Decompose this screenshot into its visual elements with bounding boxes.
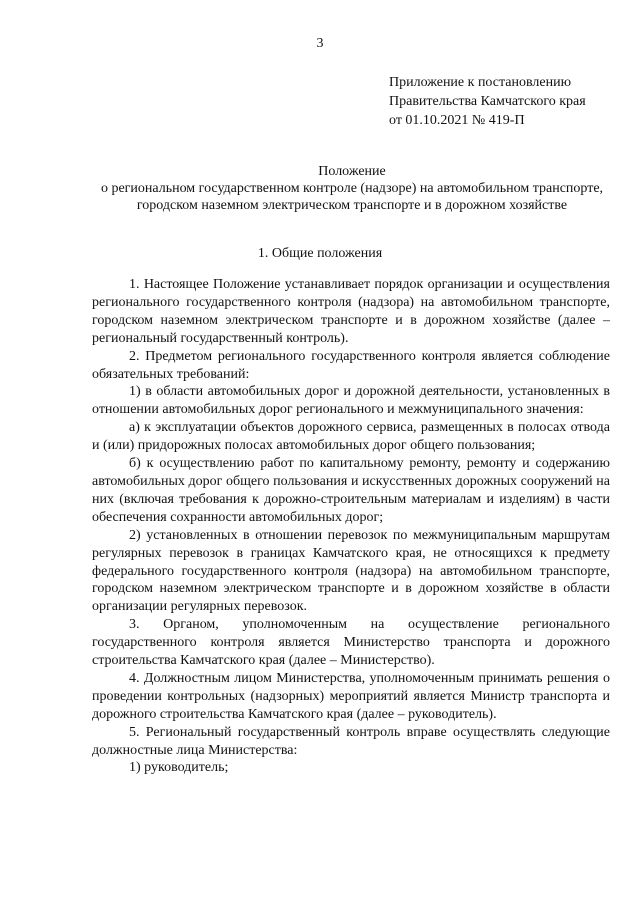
document-title bbox=[92, 163, 612, 214]
paragraph: а) к эксплуатации объектов дорожного сервиса, размещенных в полосах отвода и (или) придорожных полосах автомобильных дорог общего пользования; bbox=[92, 420, 610, 454]
page-number: 3 bbox=[316, 36, 324, 51]
appendix-line: Приложение к постановлению bbox=[389, 75, 572, 90]
section-heading: 1. Общие положения bbox=[257, 246, 383, 261]
paragraph: 2. Предметом регионального государственного контроля является соблюдение обязательных требований: bbox=[92, 348, 610, 382]
paragraph: 1) в области автомобильных дорог и дорожной деятельности, установленных в отношении автомобильных дорог регионального и межмуниципального значения: bbox=[92, 384, 610, 418]
paragraph: 1. Настоящее Положение устанавливает порядок организации и осуществления регионального государственного контроля (надзора) на автомобильном транспорте, городском наземном электрическом транспорте и в дорожном хозяйстве (далее – региональный государственный контроль). bbox=[92, 277, 610, 346]
appendix-line: от 01.10.2021 № 419-П bbox=[389, 113, 525, 128]
paragraph: 5. Региональный государственный контроль вправе осуществлять следующие должностные лица Министерства: bbox=[92, 724, 610, 758]
title-line: Положение bbox=[318, 164, 386, 179]
appendix-header bbox=[389, 73, 629, 130]
paragraph: 4. Должностным лицом Министерства, уполномоченным принимать решения о проведении контрольных (надзорных) мероприятий является Министр транспорта и дорожного строительства Камчатского края (далее – руководитель). bbox=[92, 670, 610, 722]
paragraph: б) к осуществлению работ по капитальному ремонту, ремонту и содержанию автомобильных дорог общего пользования и искусственных дорожных сооружений на них (включая требования к дорожно-строительным материалам и изделиям) в части обеспечения сохранности автомобильных дорог; bbox=[92, 456, 610, 525]
title-subtitle: о региональном государственном контроле (надзоре) на автомобильном транспорте, городском наземном электрическом транспорте и в дорожном хозяйстве bbox=[100, 181, 604, 213]
paragraph: 3. Органом, уполномоченным на осуществление регионального государственного контроля является Министерство транспорта и дорожного строительства Камчатского края (далее – Министерство). bbox=[92, 617, 610, 669]
document-body bbox=[92, 276, 610, 777]
appendix-line: Правительства Камчатского края bbox=[389, 94, 586, 109]
paragraph: 2) установленных в отношении перевозок по межмуниципальным маршрутам регулярных перевозок в границах Камчатского края, не относящихся к предмету федерального государственного контроля (надзора) на автомобильном транспорте, городском наземном электрическом транспорте и в дорожном хозяйстве в области организации регулярных перевозок. bbox=[92, 527, 610, 615]
paragraph: 1) руководитель; bbox=[129, 760, 229, 776]
